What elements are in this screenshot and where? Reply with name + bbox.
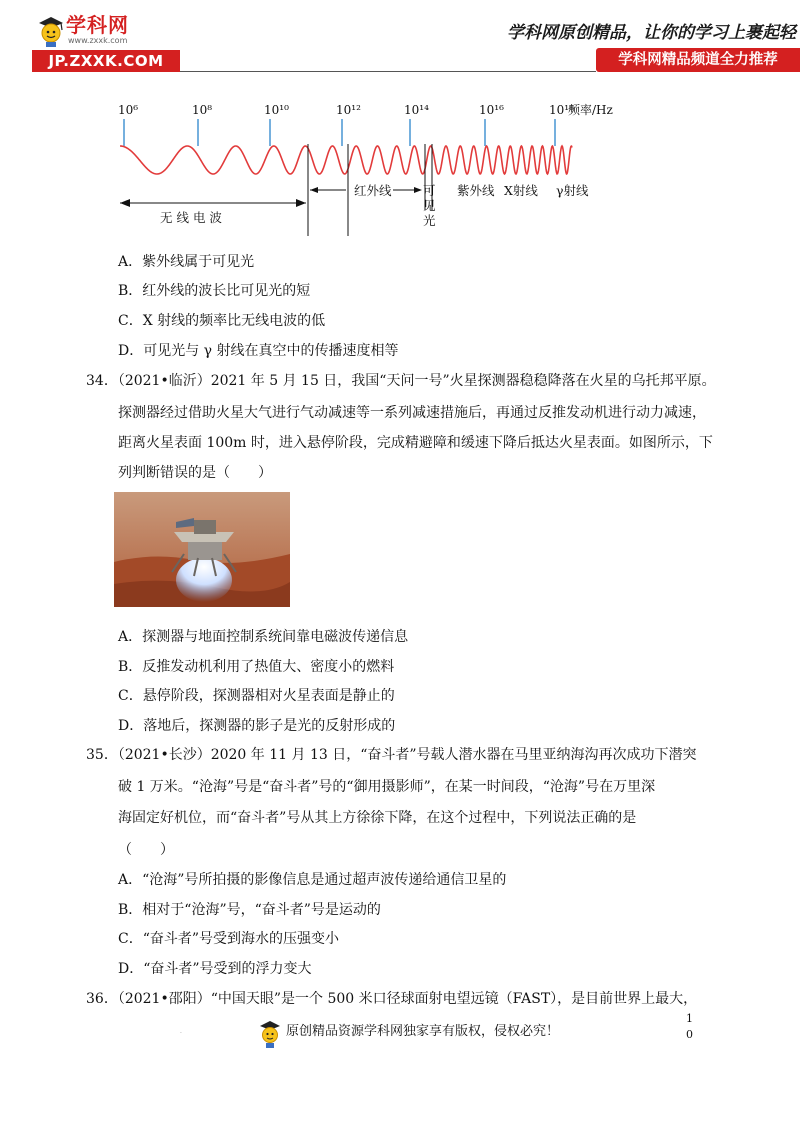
frequency-label: 10¹² <box>336 103 361 117</box>
channel-banner[interactable]: 学科网精品频道全力推荐 <box>596 48 800 72</box>
brand-name: 学科网 <box>66 13 129 37</box>
infrared-label: 红外线 <box>354 183 392 198</box>
page-number-digit-2: 0 <box>686 1028 693 1041</box>
q34-stem-line-3: 距离火星表面 100m 时，进入悬停阶段，完成精避障和缓速下降后抵达火星表面。如图所示，下 <box>118 435 713 451</box>
visible-label-2: 见 <box>423 198 436 213</box>
logo-mascot-icon <box>36 14 66 48</box>
electromagnetic-spectrum-figure <box>110 92 620 242</box>
footer-copyright: 原创精品资源学科网独家享有版权，侵权必究！ <box>286 1024 560 1039</box>
q34-option-a[interactable]: A．探测器与地面控制系统间靠电磁波传递信息 <box>118 629 409 645</box>
frequency-label: 10¹⁰ <box>264 103 289 117</box>
q33-option-c[interactable]: C．X 射线的频率比无线电波的低 <box>118 313 326 329</box>
frequency-ticks <box>124 119 555 146</box>
q34-stem-line-1: 34．（2021•临沂）2021 年 5 月 15 日，我国“天问一号”火星探测器稳稳降落在火星的乌托邦平原。 <box>86 373 716 389</box>
spectrum-wave <box>120 146 572 174</box>
frequency-label: 10⁸ <box>192 103 213 117</box>
q34-stem-line-2: 探测器经过借助火星大气进行气动减速等一系列减速措施后，再通过反推发动机进行动力减速， <box>118 405 706 421</box>
mars-lander-photo <box>114 492 290 607</box>
frequency-labels <box>118 103 574 117</box>
q35-stem-line-4: （ ） <box>118 842 174 858</box>
frequency-label: 10¹⁸ <box>549 103 574 117</box>
page-number-digit-1: 1 <box>686 1012 693 1025</box>
q36-stem-line-1: 36．（2021•邵阳）“中国天眼”是一个 500 米口径球面射电望远镜（FAST），是目前世界上最大， <box>86 991 698 1007</box>
q33-option-d[interactable]: D．可见光与 γ 射线在真空中的传播速度相等 <box>118 343 399 359</box>
footer-mascot-icon <box>258 1019 282 1049</box>
frequency-label: 10¹⁴ <box>404 103 429 117</box>
header-divider <box>180 71 596 72</box>
gamma-label: γ射线 <box>556 183 589 198</box>
q35-stem-line-3: 海固定好机位，而“奋斗者”号从其上方徐徐下降，在这个过程中，下列说法正确的是 <box>118 810 637 826</box>
site-url-banner[interactable]: JP.ZXXK.COM <box>32 50 180 72</box>
q35-option-c[interactable]: C．“奋斗者”号受到海水的压强变小 <box>118 931 340 947</box>
footer-dot: · <box>180 1030 182 1037</box>
radio-wave-label: 无 线 电 波 <box>160 210 222 225</box>
q35-option-d[interactable]: D．“奋斗者”号受到的浮力变大 <box>118 961 312 977</box>
q33-option-a[interactable]: A．紫外线属于可见光 <box>118 254 255 270</box>
visible-label-3: 光 <box>423 213 436 228</box>
q34-option-d[interactable]: D．落地后，探测器的影子是光的反射形成的 <box>118 718 396 734</box>
header-slogan: 学科网原创精品，让你的学习上裹起轻 <box>507 23 796 43</box>
frequency-label: 10⁶ <box>118 103 139 117</box>
xray-label: X射线 <box>504 183 538 198</box>
frequency-label: 10¹⁶ <box>479 103 504 117</box>
q35-option-a[interactable]: A．“沧海”号所拍摄的影像信息是通过超声波传递给通信卫星的 <box>118 872 507 888</box>
frequency-axis-label: 频率/Hz <box>568 103 613 117</box>
q33-option-b[interactable]: B．红外线的波长比可见光的短 <box>118 283 311 299</box>
visible-label-1: 可 <box>423 183 436 198</box>
q35-stem-line-1: 35．（2021•长沙）2020 年 11 月 13 日，“奋斗者”号载人潜水器在马里亚纳海沟再次成功下潜突 <box>86 747 697 763</box>
q34-option-b[interactable]: B．反推发动机利用了热值大、密度小的燃料 <box>118 659 395 675</box>
ultraviolet-label: 紫外线 <box>457 183 495 198</box>
q34-stem-line-4: 列判断错误的是（ ） <box>118 465 272 481</box>
brand-url-small: www.zxxk.com <box>68 36 128 45</box>
q34-option-c[interactable]: C．悬停阶段，探测器相对火星表面是静止的 <box>118 688 395 704</box>
q35-stem-line-2: 破 1 万米。“沧海”号是“奋斗者”号的“御用摄影师”，在某一时间段，“沧海”号在万里深 <box>118 779 656 795</box>
q35-option-b[interactable]: B．相对于“沧海”号，“奋斗者”号是运动的 <box>118 902 381 918</box>
